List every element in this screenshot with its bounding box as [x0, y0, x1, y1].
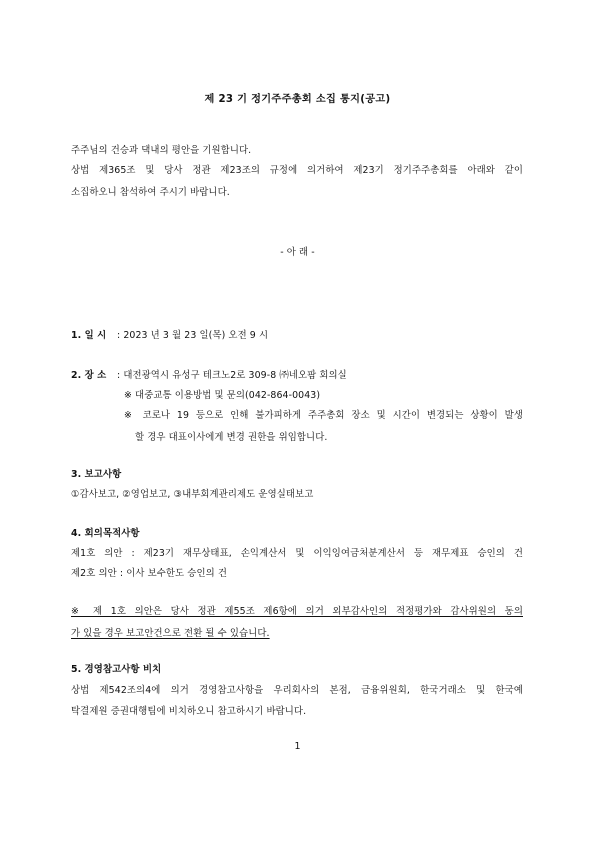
- page-number: 1: [294, 741, 301, 752]
- below-marker: - 아 래 -: [280, 247, 315, 258]
- resolution-note-line-2: 가 있을 경우 보고안건으로 전환 될 수 있습니다.: [71, 628, 270, 639]
- place-note-covid-line-2: 할 경우 대표이사에게 변경 권한을 위임합니다.: [135, 432, 328, 443]
- greeting-line-1: 주주님의 건승과 댁내의 평안을 기원합니다.: [71, 145, 252, 156]
- datetime-value: : 2023 년 3 월 23 일(목) 오전 9 시: [117, 330, 269, 341]
- materials-line-2: 탁결제원 증권대행팀에 비치하오니 참고하시기 바랍니다.: [71, 706, 307, 717]
- datetime-label: 1. 일 시: [71, 330, 107, 341]
- place-label: 2. 장 소: [71, 370, 107, 381]
- greeting-line-2: 상법 제365조 및 당사 정관 제23조의 규정에 의거하여 제23기 정기주주총회를 아래와 같이: [71, 165, 523, 176]
- place-value: : 대전광역시 유성구 테크노2로 309-8 ㈜네오팜 회의실: [117, 370, 347, 381]
- materials-heading: 5. 경영참고사항 비치: [71, 664, 162, 675]
- place-note-covid-line-1: ※ 코로나 19 등으로 인해 불가피하게 주주총회 장소 및 시간이 변경되는 상황이 발생: [124, 410, 523, 421]
- place-note-transport: ※ 대중교통 이용방법 및 문의(042-864-0043): [124, 390, 321, 401]
- notice-title: 제 23 기 정기주주총회 소집 통지(공고): [204, 94, 391, 105]
- resolution-item-2: 제2호 의안 : 이사 보수한도 승인의 건: [71, 568, 227, 579]
- greeting-line-3: 소집하오니 참석하여 주시기 바랍니다.: [71, 187, 230, 198]
- report-heading: 3. 보고사항: [71, 469, 122, 480]
- resolution-heading: 4. 회의목적사항: [71, 528, 140, 539]
- resolution-item-1: 제1호 의안 : 제23기 재무상태표, 손익계산서 및 이익잉여금처분계산서 등 재무제표 승인의 건: [71, 548, 523, 559]
- materials-line-1: 상법 제542조의4에 의거 경영참고사항을 우리회사의 본점, 금융위원회, 한국거래소 및 한국예: [71, 685, 523, 696]
- resolution-note-line-1: ※ 제 1호 의안은 당사 정관 제55조 제6항에 의거 외부감사인의 적정평가와 감사위원의 동의: [71, 606, 523, 617]
- report-items: ①감사보고, ②영업보고, ③내부회계관리제도 운영실태보고: [71, 489, 314, 500]
